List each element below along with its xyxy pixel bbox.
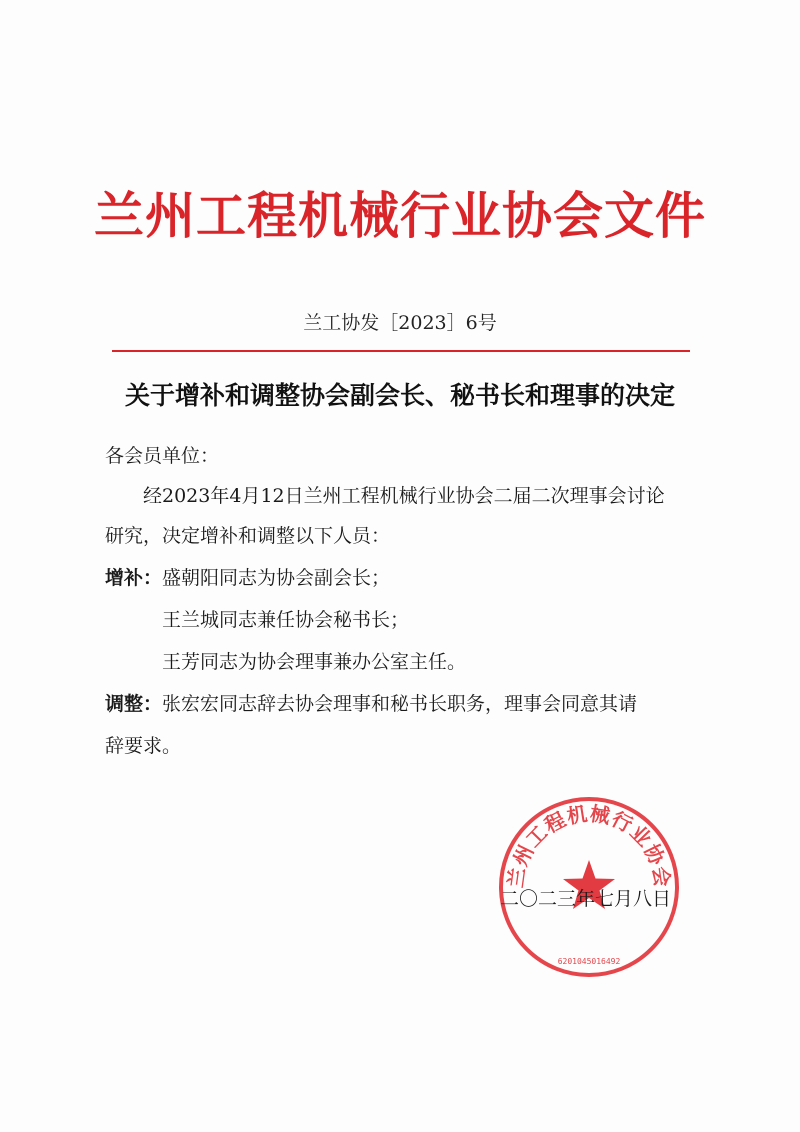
intro-line-2: 研究，决定增补和调整以下人员：	[105, 525, 391, 547]
seal-code: 6201045016492	[557, 957, 621, 966]
addition-item: 王兰城同志兼任协会秘书长；	[162, 609, 410, 631]
seal-text: 兰州工程机械行业协会	[503, 801, 675, 890]
adjustment-colon: ：	[143, 693, 163, 715]
document-number: 兰工协发［2023］6号	[303, 312, 497, 334]
addition-item: 王芳同志为协会理事兼办公室主任。	[162, 651, 467, 673]
document-date: 二〇二三年七月八日	[500, 888, 672, 910]
document-header-title: 兰州工程机械行业协会文件	[94, 186, 706, 245]
adjustment-line-2: 辞要求。	[105, 735, 182, 757]
addition-item: 盛朝阳同志为协会副会长；	[162, 567, 391, 589]
adjustment-label: 调整	[105, 693, 144, 715]
salutation: 各会员单位：	[105, 445, 220, 467]
addition-colon: ：	[143, 567, 163, 589]
intro-line-1: 经2023年4月12日兰州工程机械行业协会二届二次理事会讨论	[143, 485, 665, 507]
adjustment-row	[105, 686, 637, 722]
addition-label: 增补	[105, 567, 144, 589]
adjustment-line-1: 张宏宏同志辞去协会理事和秘书长职务，理事会同意其请	[162, 693, 638, 715]
addition-item-1-row	[105, 560, 390, 596]
header-divider	[112, 350, 690, 352]
decision-title: 关于增补和调整协会副会长、秘书长和理事的决定	[124, 381, 675, 410]
